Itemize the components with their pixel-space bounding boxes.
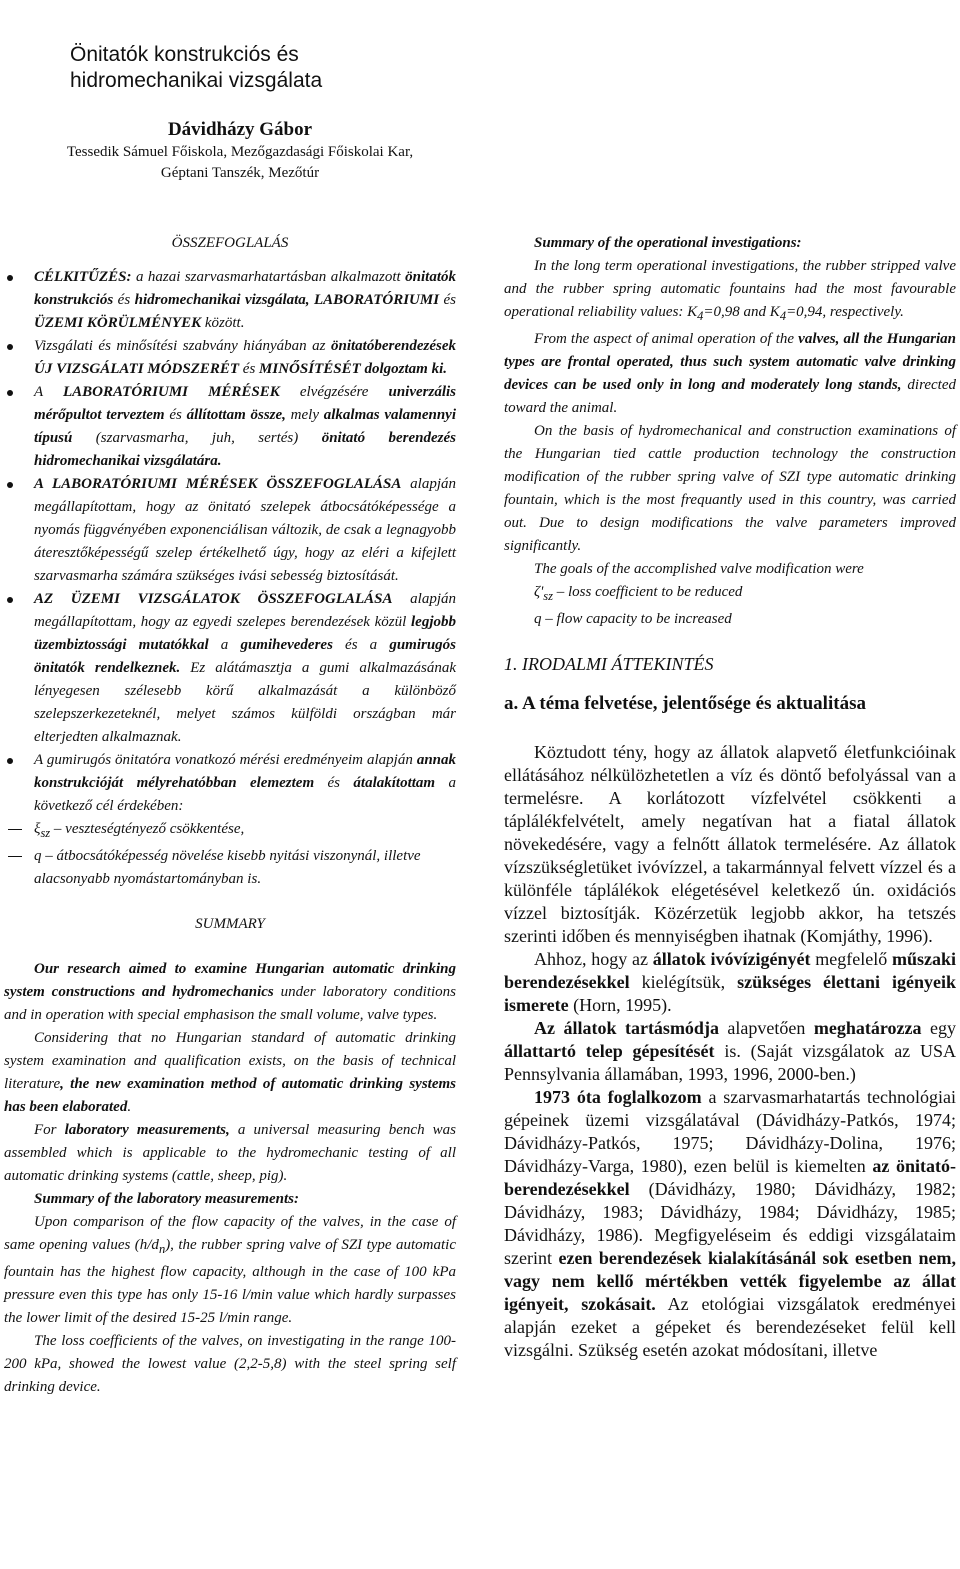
subsection-heading: a. A téma felvetése, jelentősége és aktualitása [504,693,866,714]
operational-summary-heading: Summary of the operational investigations: [534,235,802,251]
summary-paragraph: Upon comparison of the flow capacity of the valves, in the case of same opening values $(h/d_n)$, the rubber spring valve of SZI type automatic fountain has the highest flow capacity, although in the case of 100 kPa pressure even this type has only 15-16 l/min value which hardly surpasses the lower limit of the desired 15-25 l/min range. [4,1214,456,1326]
bullet-lab-summary: A LABORATÓRIUMI MÉRÉSEK ÖSSZEFOGLALÁSA alapján megállapítottam, hogy az önitató szelepek átbocsátóképessége a nyomás függvényében exponenciálisan változik, de csak a legnagyobb áteresztőképességű szelep értékelhető úgy, hogy az eléri a kifejlett szarvasmarha számára szükséges ivási sebesség biztosítását. [4,473,456,588]
page-title: Önitatók konstrukciós és hidromechanikai vizsgálata [70,43,323,92]
goal-item: $\zeta'_{sz}$ – loss coefficient to be reduced [534,584,743,603]
summary-paragraph: For laboratory measurements, a universal measuring bench was assembled which is applicable to the hydromechanic testing of all automatic drinking systems (cattle, sheep, pig). [4,1122,457,1184]
summary-paragraph: The loss coefficients of the valves, on investigating in the range 100-200 kPa, showed the lowest value (2,2-5,8) with the steel spring self drinking device. [4,1333,456,1395]
bullet-redesign: A gumirugós önitatóra vonatkozó mérési eredményeim alapján annak konstrukcióját mélyrehatóbban elemeztem és átalakítottam a következő cél érdekében: [4,749,456,818]
bullet-method: Vizsgálati és minősítési szabvány hiányában az önitatóberendezések ÚJ VIZSGÁLATI MÓDSZERÉT és MINŐSÍTÉSÉT dolgoztam ki. [4,335,456,381]
summary-paragraph: On the basis of hydromechanical and construction examinations of the Hungarian tied cattle production technology the construction modification of the rubber spring valve of SZI type automatic drinking fountain, which is the most frequantly used in this country, was carried out. Due to design modifications the valve parameters improved significantly. [504,423,956,554]
author-block [0,118,480,184]
summary-paragraph: In the long term operational investigations, the rubber stripped valve and the rubber spring automatic fountains had the most favourable operational reliability values: $K_4=0,98$ and $K_4=0,94$, respectively. [504,258,956,323]
left-column [4,232,456,1399]
dash-item: $\xi_{sz}$ – veszteségtényező csökkentése, [4,818,456,845]
dash-item: q – átbocsátóképesség növelése kisebb nyitási viszonynál, illetve alacsonyabb nyomástartományban is. [4,845,456,891]
bullet-lab-bench: A LABORATÓRIUMI MÉRÉSEK elvégzésére univerzális mérőpultot terveztem és állítottam össze, mely alkalmas valamennyi típusú (szarvasmarha, juh, sertés) önitató berendezés hidromechanikai vizsgálatára. [4,381,456,473]
summary-paragraph: Our research aimed to examine Hungarian automatic drinking system constructions and hydromechanics under laboratory conditions and in operation with special emphasison the small volume, valve types. [4,961,456,1023]
goal-item: q – flow capacity to be increased [534,611,732,627]
summary-heading: SUMMARY [195,916,265,932]
abstract-bullet-list [4,266,456,818]
author-name: Dávidházy Gábor [167,119,313,140]
body-text [504,741,956,1362]
affiliation-line-2: Géptani Tanszék, Mezőtúr [160,165,320,181]
lab-summary-heading: Summary of the laboratory measurements: [34,1191,300,1207]
summary-paragraph: Considering that no Hungarian standard of automatic drinking system examination and qualification exists, on the basis of technical literature, the new examination method of automatic drinking systems has been elaborated. [4,1030,456,1115]
right-column [504,232,956,1362]
abstract-heading: ÖSSZEFOGLALÁS [171,235,289,251]
bullet-objective: CÉLKITŰZÉS: a hazai szarvasmarhatartásban alkalmazott önitatók konstrukciós és hidromechanikai vizsgálata, LABORATÓRIUMI és ÜZEMI KÖRÜLMÉNYEK között. [4,266,456,335]
body-paragraph: Az állatok tartásmódja alapvetően meghatározza egy állattartó telep gépesítését is. (Saját vizsgálatok az USA Pennsylvania államában, 1993, 1996, 2000-ben.) [504,1018,956,1084]
goal-dash-list [4,818,456,891]
body-paragraph: Ahhoz, hogy az állatok ivóvízigényét megfelelő műszaki berendezésekkel kielégítsük, szükséges élettani igényeik ismerete (Horn, 1995). [504,949,957,1015]
body-paragraph: Köztudott tény, hogy az állatok alapvető életfunkcióinak ellátásához nélkülözhetetlen a víz és döntő befolyással van a termelésre. A korlátozott vízfelvétel csökkenti a táplálékfelvételt, amely negatívan hat a fiatal állatok növekedésére, vagy a felnőtt állatok termelésére. Az állatok vízszükségletüket ivóvízzel, a takarmánnyal felvett vízzel és a különféle táplálékok elégetésével keletkező ún. oxidációs vízzel biztosítják. Közérzetük legjobb akkor, ha tetszés szerinti időben és mennyiségben ihatnak (Komjáthy, 1996). [504,742,956,946]
affiliation-line-1: Tessedik Sámuel Főiskola, Mezőgazdasági Főiskolai Kar, [66,144,414,160]
bullet-operational-summary: AZ ÜZEMI VIZSGÁLATOK ÖSSZEFOGLALÁSA alapján megállapítottam, hogy az egyedi szelepes berendezések közül legjobb üzembiztossági mutatókkal a gumihevederes és a gumirugós önitatók rendelkeznek. Ez alátámasztja a gumi alkalmazásának lényegesen szélesebb körű alkalmazását a különböző szelepszerkezeteknél, melyet számos külföldi országban már elterjedten alkalmaznak. [4,588,456,749]
goals-intro: The goals of the accomplished valve modification were [534,561,864,577]
body-paragraph: 1973 óta foglalkozom a szarvasmarhatartás technológiai gépeinek üzemi vizsgálatával (Dávidházy-Patkós, 1974; Dávidházy-Patkós, 1975; Dávidházy-Dolina, 1976; Dávidházy-Varga, 1980), ezen belül is kiemelten az önitató-berendezésekkel (Dávidházy, 1980; Dávidházy, 1982; Dávidházy, 1983; Dávidházy, 1984; Dávidházy, 1985; Dávidházy, 1986). Megfigyeléseim és eddigi vizsgálataim szerint ezen berendezések kialakításánál sok esetben nem, vagy nem kellő mértékben vették figyelembe az állat igényeit, szokásait. Az etológiai vizsgálatok eredményei alapján ezeket a gépeket és berendezéseket felül kell vizsgálni. Szükség esetén azokat módosítani, illetve [504,1087,957,1360]
summary-paragraph: From the aspect of animal operation of the valves, all the Hungarian types are frontal operated, thus such system automatic valve drinking devices can be used only in long and moderately long stands, directed toward the animal. [504,331,956,416]
section-heading: 1. IRODALMI ÁTTEKINTÉS [504,654,714,674]
